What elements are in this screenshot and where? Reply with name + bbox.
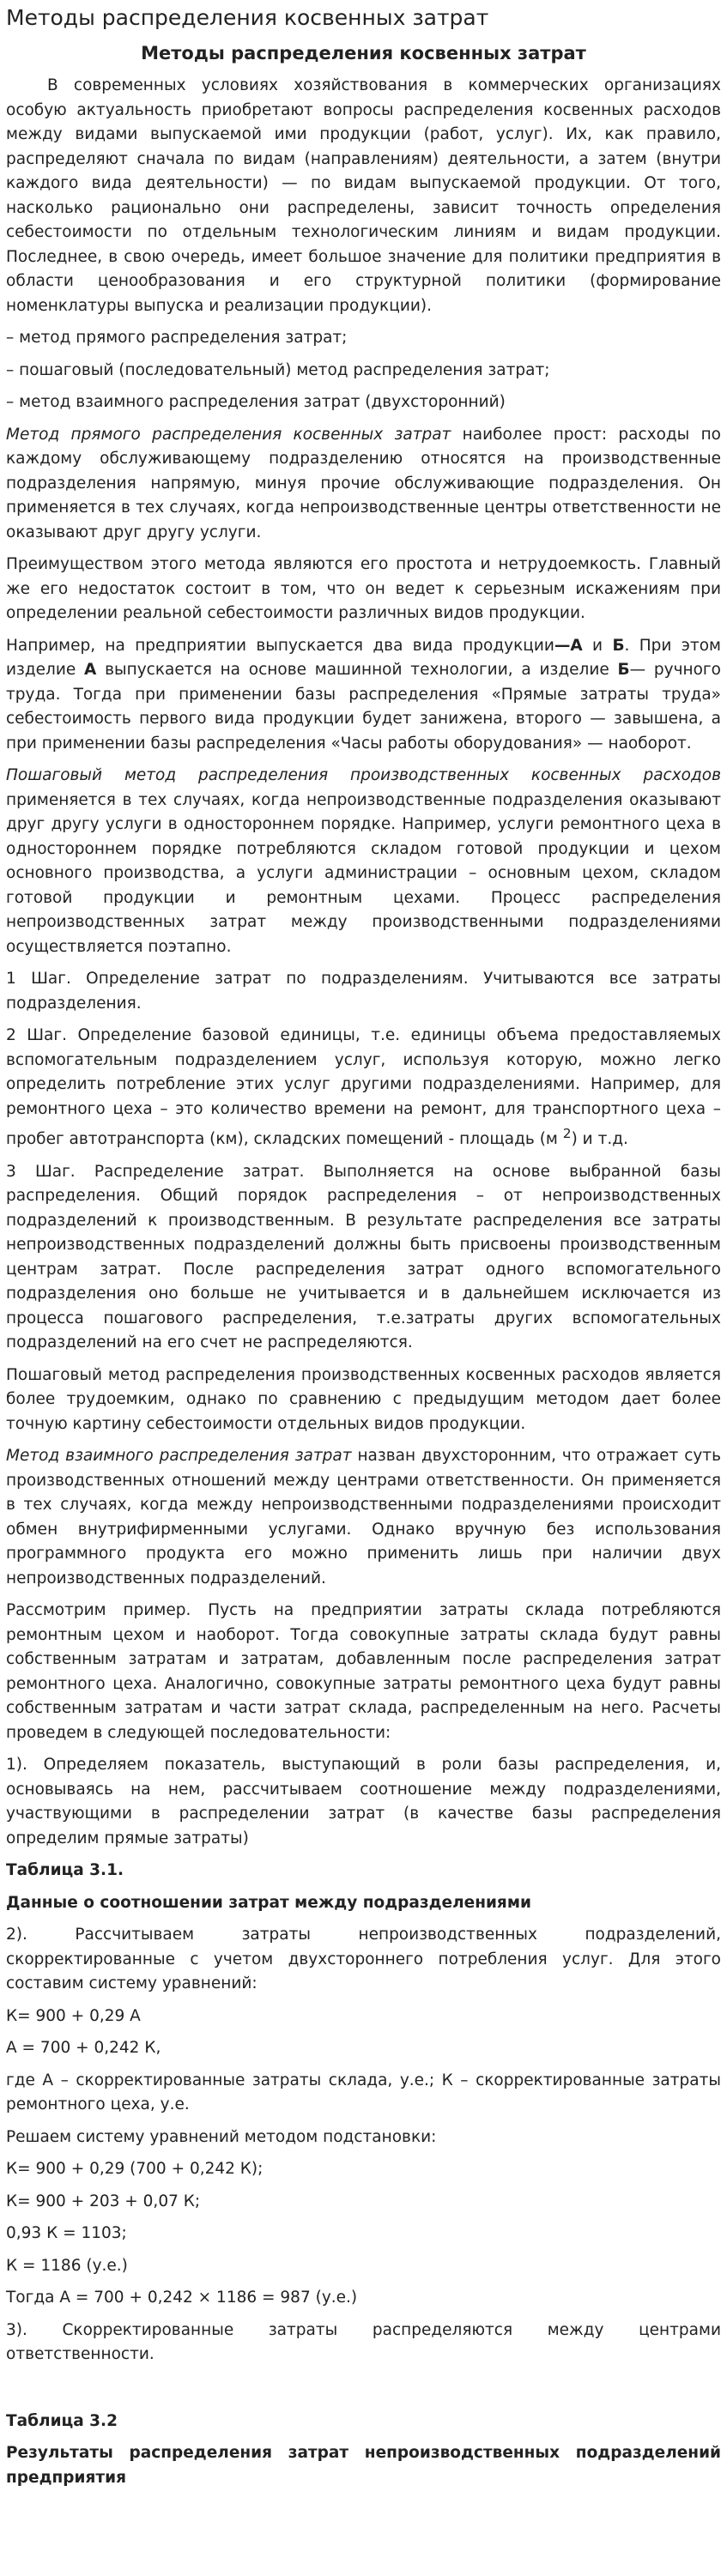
list-item-direct: – метод прямого распределения затрат; bbox=[6, 329, 348, 347]
equation-4: К= 900 + 203 + 0,07 К; bbox=[6, 2192, 201, 2210]
paragraph-step-2 bbox=[6, 1024, 721, 1152]
list-item-reciprocal: – метод взаимного распределения затрат (двухсторонний) bbox=[6, 393, 506, 411]
product-b-2: Б bbox=[617, 661, 630, 679]
table-3-1-caption: Данные о соотношении затрат между подразделениями bbox=[6, 1893, 531, 1912]
example-text-4: выпускается на основе машинной технологии, а изделие bbox=[96, 661, 618, 679]
list-item-stepwise: – пошаговый (последовательный) метод распределения затрат; bbox=[6, 360, 550, 379]
paragraph-calc-step-2: 2). Рассчитываем затраты непроизводственных подразделений, скорректированные с учетом двухстороннего потребления услуг. Для этого составим систему уравнений: bbox=[6, 1926, 721, 1993]
paragraph-calc-step-1: 1). Определяем показатель, выступающий в роли базы распределения, и, основываясь на нем, рассчитываем соотношение между подразделениями, участвующими в распределении затрат (в качестве базы распределения определим прямые затраты) bbox=[6, 1756, 721, 1847]
paragraph-calc-step-3: 3). Скорректированные затраты распределяются между центрами ответственности. bbox=[6, 2320, 721, 2364]
paragraph-reciprocal-method bbox=[6, 1444, 721, 1591]
reciprocal-method-term: Метод взаимного распределения затрат bbox=[6, 1447, 352, 1466]
paragraph-notation: где А – скорректированные затраты склада, у.е.; К – скорректированные затраты ремонтного цеха, у.е. bbox=[6, 2071, 721, 2114]
direct-method-text: наиболее прост: расходы по каждому обслуживающему подразделению относятся на производственные подразделения напрямую, минуя прочие обслуживающие подразделения. Он применяется в тех случаях, когда непроизводственные центры ответственности не оказывают друг другу услуги. bbox=[6, 425, 722, 541]
product-a-dash: —А bbox=[554, 636, 583, 655]
table-3-2-caption: Результаты распределения затрат непроизводственных подразделений предприятия bbox=[6, 2444, 721, 2487]
article-title: Методы распределения косвенных затрат bbox=[141, 43, 586, 63]
equation-1: К= 900 + 0,29 А bbox=[6, 2006, 141, 2025]
reciprocal-method-text: назван двухсторонним, что отражает суть производственных отношений между центрами ответственности. Он применяется в тех случаях, когда между непроизводственными подразделениями происходит обмен внутрифирменными услугами. Однако вручную без использования программного продукта его можно применить лишь при наличии двух непроизводственных подразделений. bbox=[6, 1447, 721, 1587]
equation-7: Тогда А = 700 + 0,242 × 1186 = 987 (у.е.) bbox=[6, 2289, 358, 2307]
product-a: А bbox=[84, 661, 97, 679]
stepwise-method-text: применяется в тех случаях, когда непроизводственные подразделения оказывают друг другу услуги в одностороннем порядке. Например, услуги ремонтного цеха в одностороннем порядке потребляются складом готовой продукции и цехом основного производства, а услуги администрации – основным цехом, складом готовой продукции и ремонтным цехами. Процесс распределения непроизводственных затрат между производственными подразделениями осуществляется поэтапно. bbox=[6, 790, 721, 956]
equation-2: А = 700 + 0,242 К, bbox=[6, 2039, 161, 2058]
paragraph-step-3: 3 Шаг. Распределение затрат. Выполняется на основе выбранной базы распределения. Общий порядок распределения – от непроизводственных подразделений к производственным. В результате распределения все затраты непроизводственных подразделений должны быть присвоены производственным центрам затрат. После распределения затрат одного вспомогательного подразделения оно больше не учитывается и в дальнейшем исключается из процесса пошагового распределения, т.е.затраты других вспомогательных подразделений на его счет не распределяются. bbox=[6, 1162, 721, 1352]
equation-5: 0,93 К = 1103; bbox=[6, 2224, 127, 2243]
paragraph-intro: В современных условиях хозяйствования в коммерческих организациях особую актуальность приобретают вопросы распределения косвенных расходов между видами выпускаемой ими продукции (работ, услуг). Их, как правило, распределяют сначала по видам (направлениям) деятельности, а затем (внутри каждого вида деятельности) — по видам выпускаемой продукции. От того, насколько рационально они распределены, зависит точность определения себестоимости по отдельным технологическим линиям и видам продукции. Последнее, в свою очередь, имеет большое значение для политики предприятия в области ценообразования и его структурной политики (формирование номенклатуры выпуска и реализации продукции). bbox=[6, 76, 721, 315]
spacer bbox=[6, 2375, 721, 2410]
paragraph-solve: Решаем систему уравнений методом подстановки: bbox=[6, 2127, 437, 2146]
example-text-5: — ручного труда. Тогда при применении базы распределения «Прямые затраты труда» себестоимость первого вида продукции будет занижена, второго — завышена, а при применении базы распределения «Часы работы оборудования» — наоборот. bbox=[6, 661, 721, 753]
equation-3: К= 900 + 0,29 (700 + 0,242 К); bbox=[6, 2160, 264, 2179]
paragraph-step-1: 1 Шаг. Определение затрат по подразделениям. Учитываются все затраты подразделения. bbox=[6, 970, 721, 1013]
table-3-1-label: Таблица 3.1. bbox=[6, 1861, 124, 1880]
paragraph-example: Рассмотрим пример. Пусть на предприятии затраты склада потребляются ремонтным цехом и наоборот. Тогда совокупные затраты склада будут равны собственным затратам и затратам, добавленным после распределения затрат ремонтного цеха. Аналогично, совокупные затраты ремонтного цеха будут равны собственным затратам и части затрат склада, распределенным на него. Расчеты проведем в следующей последовательности: bbox=[6, 1601, 721, 1742]
example-text-1: Например, на предприятии выпускается два вида продукции bbox=[6, 636, 554, 655]
product-b: Б bbox=[612, 636, 625, 655]
paragraph-example-products bbox=[6, 634, 721, 757]
paragraph-advantages: Преимуществом этого метода являются его простота и нетрудоемкость. Главный же его недостаток состоит в том, что он ведет к серьезным искажениям при определении реальной себестоимости различных видов продукции. bbox=[6, 555, 721, 622]
paragraph-direct-method bbox=[6, 423, 721, 546]
equation-6: К = 1186 (у.е.) bbox=[6, 2256, 128, 2275]
direct-method-term: Метод прямого распределения косвенных затрат bbox=[6, 425, 451, 444]
example-text-3: . При этом изделие bbox=[6, 636, 721, 679]
table-3-2-label: Таблица 3.2 bbox=[6, 2411, 118, 2430]
paragraph-stepwise-method bbox=[6, 764, 721, 959]
example-text-2: и bbox=[582, 636, 613, 655]
step-2-tail: ) и т.д. bbox=[571, 1130, 628, 1149]
paragraph-stepwise-summary: Пошаговый метод распределения производственных косвенных расходов является более трудоемким, однако по сравнению с предыдущим методом дает более точную картину себестоимости отдельных видов продукции. bbox=[6, 1365, 721, 1433]
step-2-superscript: 2 bbox=[562, 1126, 572, 1141]
step-2-text: 2 Шаг. Определение базовой единицы, т.е. единицы объема предоставляемых вспомогательным подразделением услуг, используя которую, можно легко определить потребление этих услуг другими подразделениями. Например, для ремонтного цеха – это количество времени на ремонт, для транспортного цеха – пробег автотранспорта (км), складских помещений - площадь (м bbox=[6, 1026, 721, 1149]
stepwise-method-term: Пошаговый метод распределения производственных косвенных расходов bbox=[6, 766, 721, 784]
site-title: Методы распределения косвенных затрат bbox=[6, 5, 489, 30]
